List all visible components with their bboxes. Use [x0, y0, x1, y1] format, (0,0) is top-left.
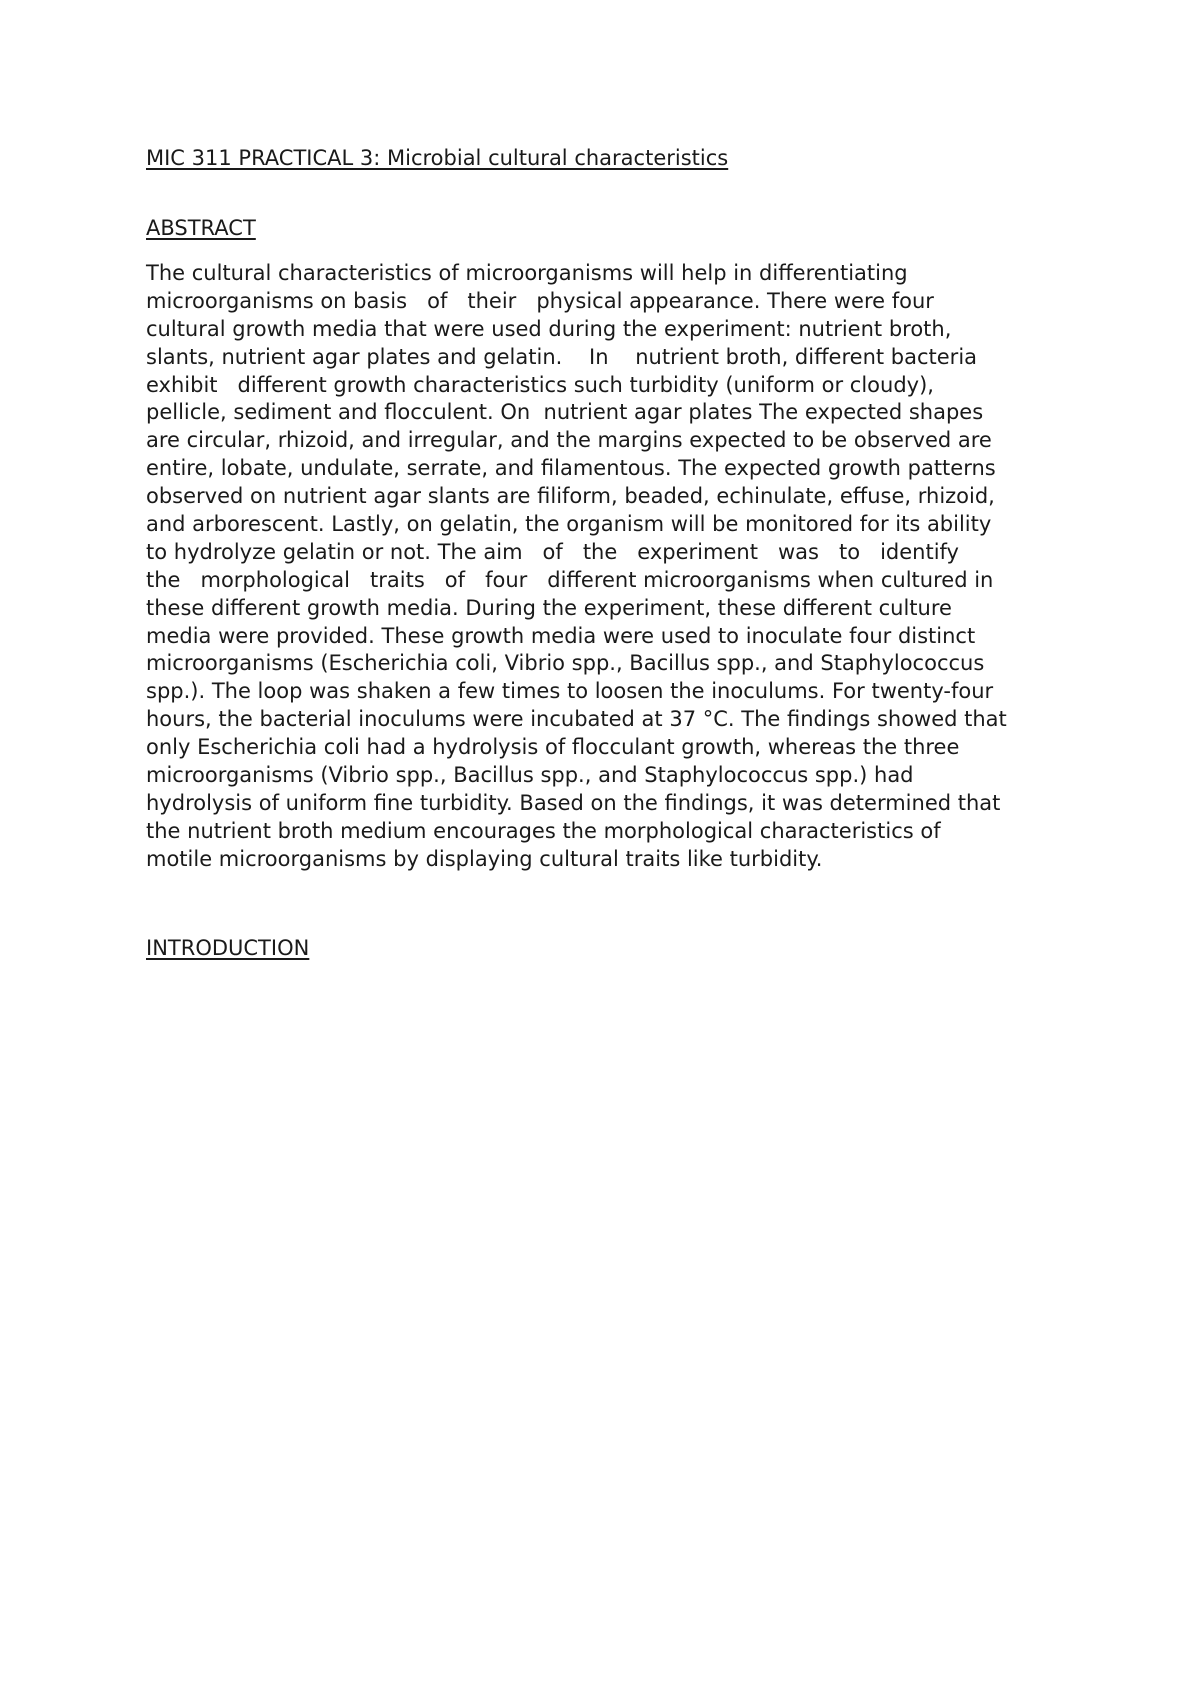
abstract-line: cultural growth media that were used during the experiment: nutrient broth,	[146, 316, 952, 341]
abstract-line: motile microorganisms by displaying cultural traits like turbidity.	[146, 846, 823, 871]
abstract-line: exhibit different growth characteristics such turbidity (uniform or cloudy),	[146, 372, 934, 397]
abstract-line: pellicle, sediment and flocculent. On nutrient agar plates The expected shapes	[146, 400, 984, 425]
abstract-line: microorganisms (Vibrio spp., Bacillus spp., and Staphylococcus spp.) had	[146, 763, 914, 788]
abstract-line: entire, lobate, undulate, serrate, and filamentous. The expected growth patterns	[146, 456, 996, 481]
abstract-line: the morphological traits of four different microorganisms when cultured in	[146, 567, 994, 592]
abstract-line: microorganisms (Escherichia coli, Vibrio spp., Bacillus spp., and Staphylococcus	[146, 651, 985, 676]
abstract-line: these different growth media. During the experiment, these different culture	[146, 595, 952, 620]
document-title: MIC 311 PRACTICAL 3: Microbial cultural characteristics	[146, 146, 729, 170]
abstract-paragraph	[146, 260, 1076, 874]
abstract-line: hours, the bacterial inoculums were incubated at 37 °C. The findings showed that	[146, 707, 1007, 732]
abstract-line: the nutrient broth medium encourages the morphological characteristics of	[146, 818, 941, 843]
abstract-line: observed on nutrient agar slants are filiform, beaded, echinulate, effuse, rhizoid,	[146, 484, 995, 509]
abstract-line: and arborescent. Lastly, on gelatin, the organism will be monitored for its ability	[146, 512, 992, 537]
introduction-heading: INTRODUCTION	[146, 935, 310, 960]
abstract-line: media were provided. These growth media were used to inoculate four distinct	[146, 623, 976, 648]
document-content	[146, 144, 1076, 962]
abstract-line: spp.). The loop was shaken a few times to loosen the inoculums. For twenty-four	[146, 679, 994, 704]
abstract-line: only Escherichia coli had a hydrolysis of flocculant growth, whereas the three	[146, 735, 960, 760]
abstract-line: slants, nutrient agar plates and gelatin. In nutrient broth, different bacteria	[146, 344, 978, 369]
abstract-line: microorganisms on basis of their physical appearance. There were four	[146, 288, 934, 313]
abstract-line: to hydrolyze gelatin or not. The aim of the experiment was to identify	[146, 539, 959, 564]
abstract-line: are circular, rhizoid, and irregular, and the margins expected to be observed are	[146, 428, 992, 453]
abstract-line: The cultural characteristics of microorganisms will help in differentiating	[146, 261, 908, 285]
abstract-line: hydrolysis of uniform fine turbidity. Based on the findings, it was determined that	[146, 790, 1001, 815]
abstract-heading: ABSTRACT	[146, 216, 256, 240]
